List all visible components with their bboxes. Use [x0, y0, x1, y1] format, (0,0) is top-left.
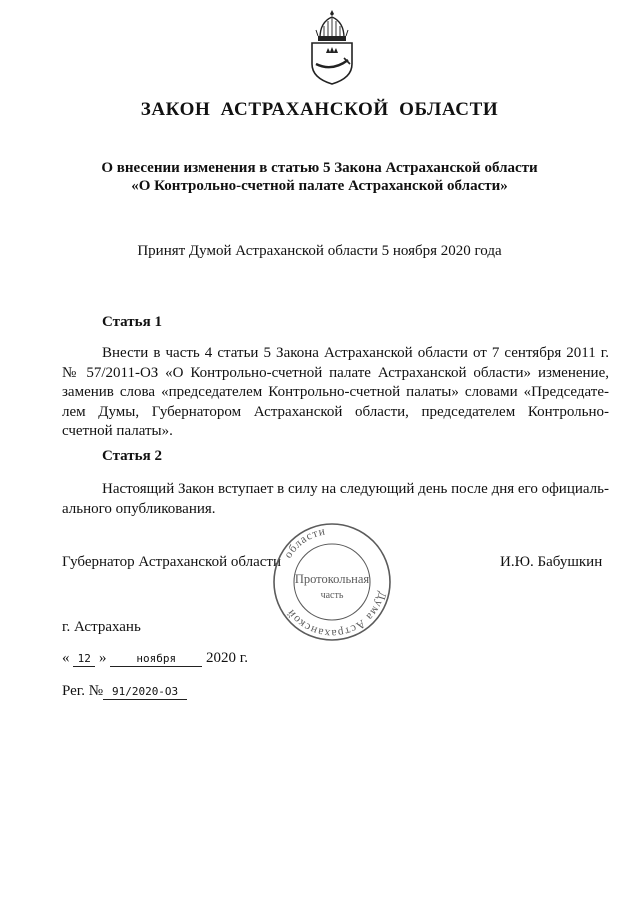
date-year: 2020 г. [206, 650, 248, 666]
document-subject-line-2: «О Контрольно-счетной палате Астраханской области» [131, 178, 508, 194]
coat-of-arms-icon [304, 8, 360, 86]
stamp-center-line-2: часть [320, 590, 344, 601]
article-2-text [62, 480, 609, 519]
article-1-line: Внести в часть 4 статьи 5 Закона Астраханской области от 7 сентября 2011 г. [102, 345, 609, 361]
registration-number [62, 683, 187, 700]
article-2-line: Настоящий Закон вступает в силу на следующий день после дня его официаль- [102, 481, 609, 497]
article-2-heading: Статья 2 [102, 448, 162, 464]
registration-label: Рег. № [62, 683, 104, 699]
document-title: ЗАКОН АСТРАХАНСКОЙ ОБЛАСТИ [140, 99, 499, 120]
date-open-quote: « [62, 650, 70, 666]
article-1-text [62, 344, 609, 442]
date-close-quote: » [99, 650, 107, 666]
registration-number-field: 91/2020-ОЗ [103, 685, 187, 700]
stamp-center-line-1: Протокольная [294, 572, 370, 586]
article-1-line: счетной палаты». [62, 423, 173, 439]
official-stamp [270, 520, 394, 644]
date-month-field: ноября [110, 652, 202, 667]
signature-position: Губернатор Астраханской области [62, 554, 282, 570]
article-2-line: ального опубликования. [62, 500, 216, 517]
stamp-ring-text: Дума Астраханской [284, 590, 389, 640]
article-1-line: лем Думы, Губернатором Астраханской области, председателем Контрольно- [62, 403, 609, 420]
document-subject-line-1: О внесении изменения в статью 5 Закона Астраханской области [101, 160, 538, 176]
signature-name: И.Ю. Бабушкин [500, 554, 603, 570]
stamp-ring-text-right: области [282, 525, 327, 561]
signing-date [62, 650, 248, 667]
date-day-field: 12 [73, 652, 95, 667]
article-1-line: заменив слова «председателем Контрольно-счетной палаты» словами «Председате- [62, 384, 609, 400]
article-1-heading: Статья 1 [102, 314, 162, 330]
article-1-line: № 57/2011-ОЗ «О Контрольно-счетной палате Астраханской области» изменение, [62, 364, 609, 381]
adoption-note: Принят Думой Астраханской области 5 ноября 2020 года [137, 243, 502, 259]
place-of-signing: г. Астрахань [62, 619, 141, 635]
